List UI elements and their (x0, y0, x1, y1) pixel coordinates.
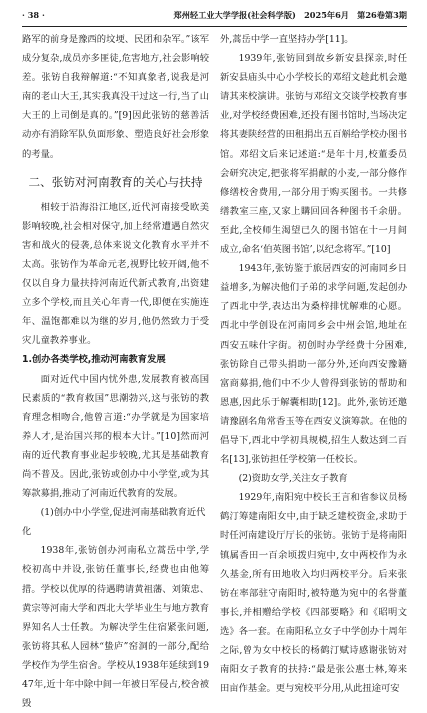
paragraph: 相较于沿海沿江地区,近代河南接受欧美影响较晚,社会相对保守,加上经常遭遇自然灾害和战火的侵袭,总体来说文化教育水平并不太高。张钫作为革命元老,视野比较开阔,他不仅以自身力量扶持河南近代新式教育,出资建立多个学校,而且关心年青一代,即便在实施连年、温饱都难以为继的岁月,他仍然致力于受灾儿童教养事业。 (22, 201, 209, 347)
subsubsection-title: (1)创办中小学堂,促进河南基础教育近代化 (22, 507, 206, 538)
running-header (22, 8, 407, 22)
left-column (22, 30, 209, 713)
paragraph: 1929年,南阳宛中校长王言和省参议员杨鹤汀筹建南阳女中,由于缺乏建校资金,求助于时任河南建设厅厅长的张钫。张钫于是将南阳镇属香田一百余顷拨归宛中,女中两校作为永久基金,所有田地收入均归两校平分。后来张钫在率部驻守南阳时,被特邀为宛中的名誉董事长,并相赠给学校《四部要略》和《昭明文选》各一套。在南阳私立女子中学创办十周年之际,曾为女中校长的杨鹤汀赋诗感谢张钫对南阳女子教育的扶持:“最是张公惠士林,筹来田亩作基金。更与宛校平分用,从此扭途可安 (220, 492, 407, 695)
header-rule (22, 26, 407, 27)
page-number: · 38 · (22, 10, 45, 20)
subsection-title: 1.创办各类学校,推动河南教育发展 (22, 354, 166, 366)
paragraph: 1938年,张钫创办河南私立蒿岳中学,学校初高中并设,张钫任董事长,经费也由他筹措。学校以优厚的待遇聘请黄祖藩、刘策忠、黄宗等河南大学和西北大学毕业生与地方教育界知名人士任教。为解决学生住宿紧张问题,张钫将其私人园林“蛰庐”窑洞的一部分,配给学校作为学生宿舍。学校从1938年延续到1947年,近十年中除中间一年被日军侵占,校舍被毁 (22, 545, 209, 710)
paragraph: 外,蒿岳中学一直坚持办学[11]。 (220, 34, 354, 45)
subsubsection-title: (2)资助女学,关注女子教育 (238, 473, 348, 485)
paragraph: 路军的前身是豫西的坟埂、民团和杂军。”该军成分复杂,成员亦多匪徒,危害地方,社会影响较差。张钫自我辩解道:“不知真象者,说我是河南的老山大王,其实我真没干过这一行,当了山大王的上司倒是真的。”[9]因此张钫的慈善活动亦有消除军队负面形象、塑造良好社会形象的考量。 (22, 34, 209, 160)
journal-title: 郑州轻工业大学学报(社会科学版) 2025年6月 第26卷第3期 (173, 10, 407, 20)
section-title: 二、张钫对河南教育的关心与扶持 (28, 174, 203, 189)
paragraph: 1943年,张钫鉴于旅居西安的河南同乡日益增多,为解决他们子弟的求学问题,发起创办了西北中学,表达出为桑梓排忧解难的心愿。西北中学创设在河南同乡会中州会馆,地址在西安五味什字街。初创时办学经费十分困难,张钫除自己带头捐助一部分外,还向西安豫籍富商募捐,他们中不少人曾得到张钫的帮助和恩惠,因此乐于解囊相助[12]。此外,张钫还邀请豫剧名角常香玉等在西安义演筹款。在他的倡导下,西北中学初具规模,招生人数达到二百名[13],张钫担任学校第一任校长。 (220, 263, 407, 466)
paragraph: 面对近代中国内忧外患,发展教育被高国民素质的“教育救国”思潮勃兴,这与张钫的教育理念相吻合,他曾言道:“办学就是为国家培养人才,是治国兴邦的根本大计。”[10]然而河南的近代教育事业起步较晚,尤其是基础教育尚不普及。因此,张钫或创办中小学堂,或为其筹款募捐,推动了河南近代教育的发展。 (22, 373, 209, 500)
paragraph: 1939年,张钫回到故乡新安县探亲,时任新安县庙头中心小学校长的邓绍文趁此机会邀请其来校演讲。张钫与邓绍文交谈学校教育事业,对学校经费困难,还投有图书馆时,当场决定将其妻陕经营的田租捐出五百斛给学校办图书馆。邓绍文后来记述道:“是年十月,校董委员会研究决定,把张将军捐献的小麦,一部分修作修缮校舍费用,一部分用于购买图书。一共修缮教室三座,又家上購回回各种图书千余册。至此,全校师生渴望已久的图书馆在十一月间成立,命名‘伯英图书馆’,以纪念将军。”[10] (220, 53, 407, 256)
right-column (220, 30, 407, 698)
